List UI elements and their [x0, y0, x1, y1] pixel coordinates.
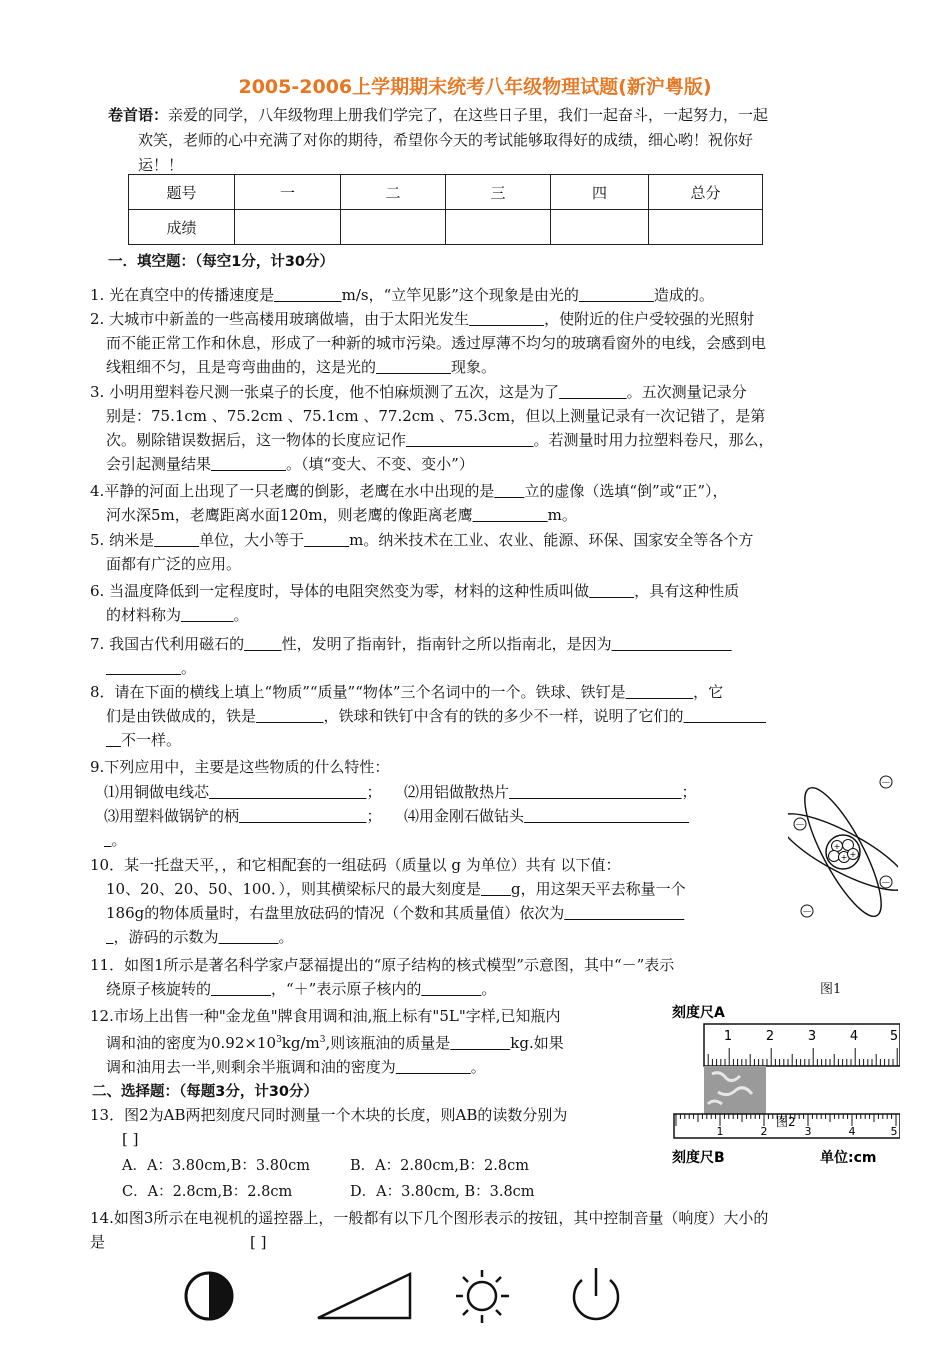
q10-text-b: 10、20、20、50、100．），则其横梁标尺的最大刻度是 — [106, 880, 481, 898]
table-header-cell: 总分 — [649, 175, 763, 210]
q4-text-b: 立的虚像（选填“倒”或“正”）， — [524, 482, 728, 500]
q11-text-b: 绕原子核旋转的 — [106, 980, 212, 998]
q13-option-d[interactable]: D．A：3.80cm, B：3.8cm — [350, 1184, 535, 1200]
intro-paragraph — [108, 103, 863, 178]
electron-sign: － — [795, 820, 805, 831]
tick-label: 3 — [807, 1029, 817, 1044]
q13-option-b[interactable]: B．A：2.80cm,B：2.8cm — [350, 1158, 529, 1174]
q9-semi: ； — [366, 783, 382, 801]
blank[interactable] — [469, 310, 544, 328]
q11-text-a: 11．如图1所示是著名科学家卢瑟福提出的“原子结构的核式模型”示意图，其中“－”表示 — [90, 956, 675, 974]
tick-label: 2 — [760, 1125, 768, 1138]
q9-end-text: 。 — [111, 831, 127, 849]
tick-label: 5 — [889, 1029, 899, 1044]
blank[interactable] — [396, 1058, 471, 1076]
blank[interactable] — [421, 980, 481, 998]
blank[interactable] — [106, 928, 114, 946]
q4-text-a: 4.平静的河面上出现了一只老鹰的倒影，老鹰在水中出现的是 — [90, 482, 495, 500]
question-11 — [90, 953, 800, 1001]
score-cell[interactable] — [235, 210, 341, 245]
question-9 — [90, 755, 865, 779]
rulers-figure — [668, 1000, 900, 1170]
q12-line2 — [90, 1028, 660, 1055]
q5-text-c: m。纳米技术在工业、农业、能源、环保、国家安全等各个方 — [349, 531, 754, 549]
atom-model-figure — [788, 772, 898, 932]
figure-1-caption: 图1 — [820, 982, 842, 997]
q6-text-a: 6. 当温度降低到一定程度时，导体的电阻突然变为零，材料的这种性质叫做 — [90, 582, 590, 600]
question-13 — [90, 1103, 650, 1151]
blank[interactable] — [244, 635, 282, 653]
blank[interactable] — [376, 358, 451, 376]
score-cell[interactable] — [341, 210, 446, 245]
score-cell[interactable] — [649, 210, 763, 245]
q2-line3 — [90, 355, 865, 379]
q3-text-c: 别是：75.1cm 、75.2cm 、75.1cm 、77.2cm 、75.3cm，但以上测量记录有一次记错了，是第 — [106, 407, 766, 425]
q6-text-d: 。 — [233, 606, 249, 624]
q2-text-d: 线粗细不匀，且是弯弯曲曲的，这是光的 — [106, 358, 377, 376]
electron-sign: － — [881, 878, 891, 889]
score-row — [129, 210, 763, 245]
q13-option-a[interactable]: A．A：3.80cm,B：3.80cm — [122, 1158, 311, 1174]
volume-icon — [318, 1274, 410, 1318]
tick-label: 3 — [804, 1125, 812, 1138]
blank[interactable] — [181, 606, 234, 624]
tick-label: 1 — [716, 1125, 724, 1138]
q7-line2 — [90, 656, 865, 680]
q8-text-c: 们是由铁做成的，铁是 — [106, 707, 257, 725]
blank[interactable] — [154, 531, 199, 549]
q9-semi: ； — [366, 807, 382, 825]
q7-text-b: 性，发明了指南针，指南针之所以指南北，是因为 — [281, 635, 612, 653]
q1-text-c: 造成的。 — [653, 286, 714, 304]
table-header-cell: 三 — [446, 175, 551, 210]
intro-label: 卷首语 — [108, 106, 154, 124]
blank[interactable] — [211, 980, 271, 998]
q3-text-d: 次。剔除错误数据后，这一物体的长度应记作 — [106, 431, 407, 449]
remote-buttons-figure — [180, 1268, 640, 1328]
question-1 — [90, 283, 865, 307]
q7-text-a: 7. 我国古代利用磁石的 — [90, 635, 245, 653]
q11-text-c: ，“＋”表示原子核内的 — [271, 980, 422, 998]
q12-text-b5: kg.如果 — [510, 1034, 564, 1052]
q10-line3 — [90, 901, 780, 925]
q2-text-e: 现象。 — [451, 358, 497, 376]
blank[interactable] — [274, 286, 342, 304]
electron-sign: － — [881, 778, 891, 789]
blank[interactable] — [304, 531, 349, 549]
blank[interactable] — [406, 431, 534, 449]
ruler-a-label: 刻度尺A — [672, 1005, 725, 1021]
blank[interactable] — [106, 731, 121, 749]
ruler-b-label: 刻度尺B — [672, 1150, 725, 1166]
q6-text-b: ，具有这种性质 — [634, 582, 740, 600]
intro-line2: 欢笑，老师的心中充满了对你的期待，希望你今天的考试能够取得好的成绩，细心哟！祝你好 — [138, 131, 754, 149]
q11-line2 — [90, 977, 800, 1001]
blank[interactable] — [524, 807, 689, 825]
blank[interactable] — [106, 659, 181, 677]
q9-end — [104, 828, 204, 852]
unit-label: 单位:cm — [820, 1150, 877, 1166]
question-7 — [90, 632, 865, 680]
intro-line3: 运！！ — [138, 156, 184, 174]
q9-option-3: ⑶用塑料做锅铲的柄 — [104, 807, 240, 825]
q9-text-a: 9.下列应用中，主要是这些物质的什么特性： — [90, 758, 390, 776]
q3-line3 — [90, 428, 865, 452]
table-header-cell: 题号 — [129, 175, 235, 210]
q12-text-a: 12.市场上出售一种"金龙鱼"牌食用调和油,瓶上标有"5L"字样,已知瓶内 — [90, 1007, 561, 1025]
blank[interactable] — [211, 455, 286, 473]
q10-text-d: 186g的物体质量时，右盘里放砝码的情况（个数和其质量值）依次为 — [106, 904, 565, 922]
q8-text-d: ，铁球和铁钉中含有的铁的多少不一样，说明了它们的 — [323, 707, 684, 725]
question-6 — [90, 579, 865, 627]
blank[interactable] — [473, 506, 548, 524]
intro-line1: 亲爱的同学，八年级物理上册我们学完了，在这些日子里，我们一起奋斗，一起努力，一起 — [168, 106, 769, 124]
q2-text-b: ，使附近的住户受较强的光照射 — [544, 310, 755, 328]
tick-label: 4 — [849, 1029, 859, 1044]
q5-text-a: 5. 纳米是 — [90, 531, 155, 549]
blank[interactable] — [589, 582, 634, 600]
q3-line4 — [90, 452, 865, 476]
score-cell[interactable] — [551, 210, 649, 245]
q3-text-b: 。五次测量记录分 — [626, 383, 747, 401]
q13-text-a: 13．图2为AB两把刻度尺同时测量一个木块的长度，则AB的读数分别为 — [90, 1106, 568, 1124]
q10-text-e: ，游码的示数为 — [113, 928, 219, 946]
blank[interactable] — [209, 783, 367, 801]
figure-2-caption: 图2 — [776, 1115, 796, 1129]
q4-text-d: m。 — [547, 506, 577, 524]
question-5 — [90, 528, 865, 576]
q10-text-c: g，用这架天平去称量一个 — [510, 880, 686, 898]
question-12 — [90, 1004, 660, 1079]
tick-label: 1 — [723, 1029, 733, 1044]
q12-exponent-2: 3 — [319, 1035, 326, 1045]
question-8 — [90, 680, 865, 752]
q1-text-b: m/s，“立竿见影”这个现象是由光的 — [341, 286, 579, 304]
tick-label: 5 — [890, 1125, 898, 1138]
blank[interactable] — [239, 807, 367, 825]
question-14 — [90, 1206, 890, 1254]
blank[interactable] — [509, 783, 682, 801]
tick-label: 2 — [765, 1029, 775, 1044]
q6-line2 — [90, 603, 865, 627]
q9-options-row1 — [104, 780, 784, 804]
q3-text-g: 。（填“变大、不变、变小”） — [286, 455, 474, 473]
blank[interactable] — [564, 904, 684, 922]
q8-line3 — [90, 728, 865, 752]
power-icon — [574, 1268, 618, 1319]
score-table — [128, 174, 763, 245]
table-header-cell: 四 — [551, 175, 649, 210]
blank[interactable] — [579, 286, 654, 304]
question-3 — [90, 380, 865, 476]
q8-text-e: 不一样。 — [121, 731, 182, 749]
blank[interactable] — [626, 683, 694, 701]
blank[interactable] — [684, 707, 767, 725]
answer-bracket[interactable]: [ ] — [250, 1233, 267, 1251]
q10-line2 — [90, 877, 780, 901]
table-header-cell: 一 — [235, 175, 341, 210]
nucleus — [826, 835, 860, 869]
proton-sign: + — [849, 850, 857, 859]
blank[interactable] — [219, 928, 279, 946]
q12-line3 — [90, 1055, 660, 1079]
q4-line2 — [90, 503, 865, 527]
q9-options-row2 — [104, 804, 784, 828]
q1-text-a: 1. 光在真空中的传播速度是 — [90, 286, 275, 304]
q10-line4 — [90, 925, 780, 949]
blank[interactable] — [256, 707, 324, 725]
q14-text-b: 是 — [90, 1233, 106, 1251]
q5-text-b: 单位，大小等于 — [199, 531, 305, 549]
table-header-cell: 二 — [341, 175, 446, 210]
q8-line2 — [90, 704, 865, 728]
q3-text-a: 3. 小明用塑料卷尺测一张桌子的长度，他不怕麻烦测了五次，这是为了 — [90, 383, 560, 401]
blank[interactable] — [481, 880, 511, 898]
q12-text-b2: kg/m — [281, 1034, 320, 1052]
section-multiple-choice: 二、选择题：（每题3分，计30分） — [92, 1084, 319, 1100]
q8-text-b: ，它 — [693, 683, 724, 701]
blank[interactable] — [104, 831, 112, 849]
question-2 — [90, 307, 865, 379]
q5-text-d: 面都有广泛的应用。 — [106, 555, 242, 573]
q8-text-a: 8．请在下面的横线上填上“物质”“质量”“物体”三个名词中的一个。铁球、铁钉是 — [90, 683, 626, 701]
score-cell[interactable] — [446, 210, 551, 245]
q2-text-a: 2. 大城市中新盖的一些高楼用玻璃做墙，由于太阳光发生 — [90, 310, 470, 328]
q10-text-f: 。 — [278, 928, 294, 946]
page-title: 2005-2006上学期期末统考八年级物理试题(新沪粤版) — [238, 76, 712, 98]
q2-text-c: 而不能正常工作和休息，形成了一种新的城市污染。透过厚薄不均匀的玻璃看窗外的电线，会感到电 — [106, 334, 767, 352]
contrast-icon — [186, 1273, 232, 1319]
blank[interactable] — [450, 1034, 510, 1052]
q12-text-b1: 调和油的密度为0.92×10 — [106, 1034, 277, 1052]
q6-text-c: 的材料称为 — [106, 606, 182, 624]
q3-text-f: 会引起测量结果 — [106, 455, 212, 473]
intro-colon: ： — [153, 106, 169, 124]
q9-semi: ； — [681, 783, 697, 801]
q11-text-d: 。 — [481, 980, 497, 998]
q10-text-a: 10．某一托盘天平，，和它相配套的一组砝码（质量以 g 为单位）共有 以下值： — [90, 856, 621, 874]
q14-text-a: 14.如图3所示在电视机的遥控器上，一般都有以下几个图形表示的按钮，其中控制音量（响度）大小的 — [90, 1209, 769, 1227]
q9-option-1: ⑴用铜做电线芯 — [104, 783, 210, 801]
blank[interactable] — [494, 482, 524, 500]
electron-sign: － — [802, 907, 812, 918]
q9-option-4: ⑷用金刚石做钻头 — [404, 807, 525, 825]
brightness-icon — [456, 1270, 509, 1323]
q13-option-c[interactable]: C．A：2.8cm,B：2.8cm — [122, 1184, 293, 1200]
q7-text-c: 。 — [181, 659, 197, 677]
q9-option-2: ⑵用铝做散热片 — [404, 783, 510, 801]
score-row-label: 成绩 — [129, 210, 235, 245]
proton-sign: + — [840, 853, 848, 862]
question-4 — [90, 479, 865, 527]
q12-text-d: 。 — [470, 1058, 486, 1076]
section-fill-blank: 一．填空题：（每空1分，计30分） — [108, 254, 335, 270]
q12-text-c: 调和油用去一半,则剩余半瓶调和油的密度为 — [106, 1058, 396, 1076]
q3-text-e: 。若测量时用力拉塑料卷尺，那么， — [533, 431, 774, 449]
blank[interactable] — [612, 635, 732, 653]
q12-exponent: 3 — [276, 1035, 282, 1045]
q4-text-c: 河水深5m，老鹰距离水面120m，则老鹰的像距离老鹰 — [106, 506, 473, 524]
answer-bracket[interactable]: [ ] — [122, 1130, 139, 1148]
proton-sign: + — [833, 842, 841, 851]
tick-label: 4 — [848, 1125, 856, 1138]
score-header-row — [129, 175, 763, 210]
q12-text-b4: ,则该瓶油的质量是 — [325, 1034, 451, 1052]
question-10 — [90, 853, 780, 949]
blank[interactable] — [559, 383, 627, 401]
